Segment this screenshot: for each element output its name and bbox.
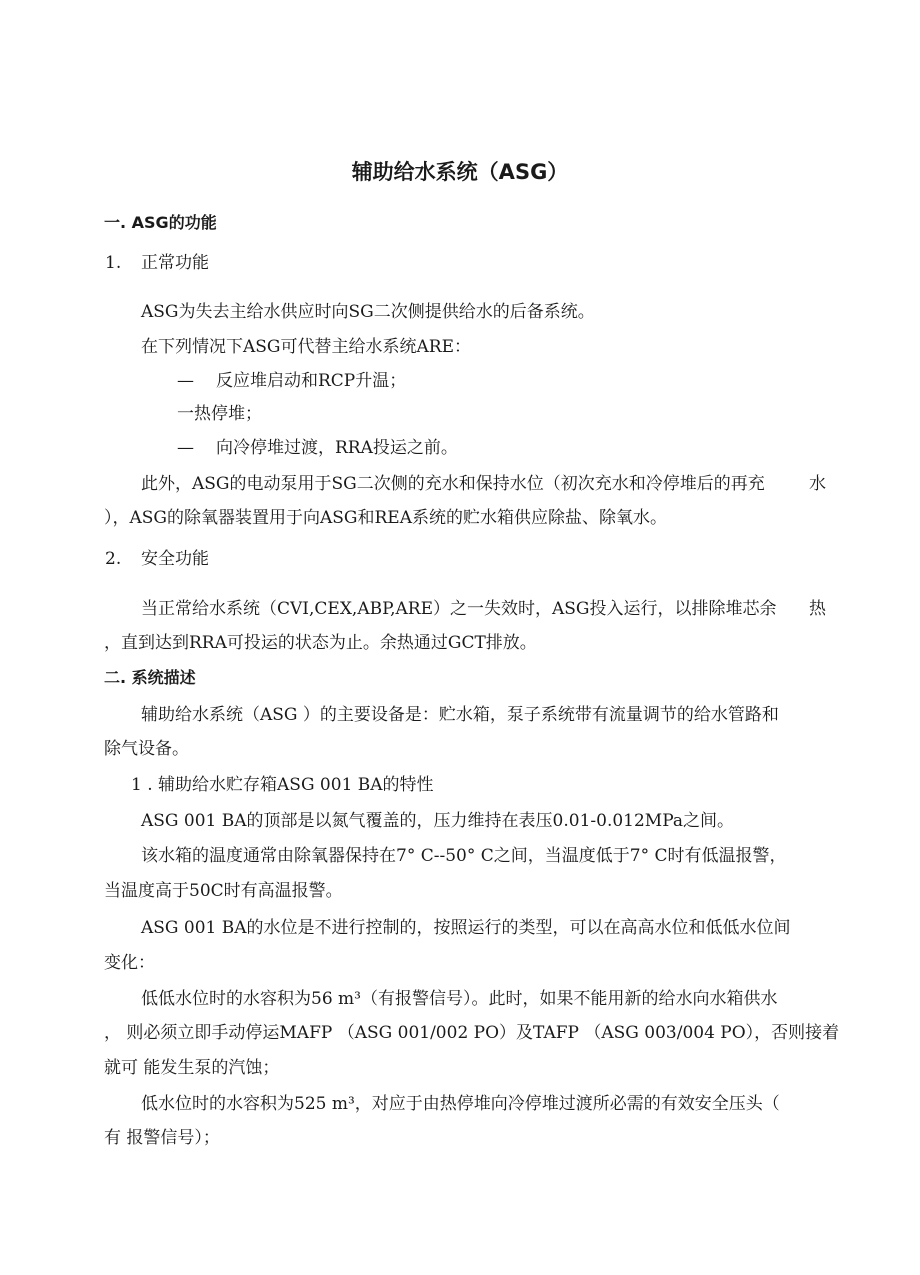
numbered-subheading: 1 . 辅助给水贮存箱ASG 001 BA的特性 [131,775,434,795]
list-item: 反应堆启动和RCP升温； [216,371,407,391]
subsection-heading-safety: 安全功能 [141,549,209,569]
paragraph-line: 有 报警信号）； [104,1128,220,1148]
subsection-number: 2. [105,549,122,569]
paragraph-line: 低水位时的水容积为525 m³，对应于由热停堆向冷停堆过渡所必需的有效安全压头（ [141,1094,780,1114]
document-title: 辅助给水系统（ASG） [351,160,569,184]
paragraph-line: 除气设备。 [104,739,189,759]
paragraph-line: ， 则必须立即手动停运MAFP （ASG 001/002 PO）及TAFP （ASG 003/004 PO），否则接着 [104,1023,840,1043]
paragraph-text: 当正常给水系统（CVI,CEX,ABP,ARE）之一失效时，ASG投入运行，以排除堆芯余 [141,599,777,619]
list-item: 一热停堆； [177,404,262,424]
paragraph-line: ASG 001 BA的顶部是以氮气覆盖的，压力维持在表压0.01-0.012MPa之间。 [141,811,735,831]
section-heading-description: 二. 系统描述 [104,668,196,687]
paragraph-line: ASG 001 BA的水位是不进行控制的，按照运行的类型，可以在高高水位和低低水位间 [141,918,791,938]
paragraph: 在下列情况下ASG可代替主给水系统ARE： [141,337,471,357]
paragraph-line: ，直到达到RRA可投运的状态为止。余热通过GCT排放。 [104,633,537,653]
paragraph-line: 辅助给水系统（ASG ）的主要设备是：贮水箱，泵子系统带有流量调节的给水管路和 [141,705,779,725]
paragraph-line: ），ASG的除氧器装置用于向ASG和REA系统的贮水箱供应除盐、除氧水。 [104,508,667,528]
paragraph-line: 低低水位时的水容积为56 m³（有报警信号）。此时，如果不能用新的给水向水箱供水 [141,989,778,1009]
paragraph-line [141,599,826,619]
subsection-heading-normal: 正常功能 [141,253,209,273]
paragraph-line: 变化： [104,953,155,973]
paragraph-text: 水 [809,474,826,494]
paragraph-text: 此外，ASG的电动泵用于SG二次侧的充水和保持水位（初次充水和冷停堆后的再充 [141,474,765,494]
paragraph-text: 热 [809,599,826,619]
section-heading-functions: 一. ASG的功能 [104,213,217,232]
subsection-number: 1. [105,253,122,273]
paragraph-line: 该水箱的温度通常由除氧器保持在7° C--50° C之间，当温度低于7° C时有低温报警， [141,846,787,866]
paragraph: ASG为失去主给水供应时向SG二次侧提供给水的后备系统。 [141,302,595,322]
list-item: 向冷停堆过渡，RRA投运之前。 [216,438,458,458]
list-dash: — [177,371,194,391]
paragraph-line: 就可 能发生泵的汽蚀； [104,1058,280,1078]
paragraph-line: 当温度高于50C时有高温报警。 [104,881,343,901]
paragraph-line [141,474,826,494]
list-dash: — [177,438,194,458]
